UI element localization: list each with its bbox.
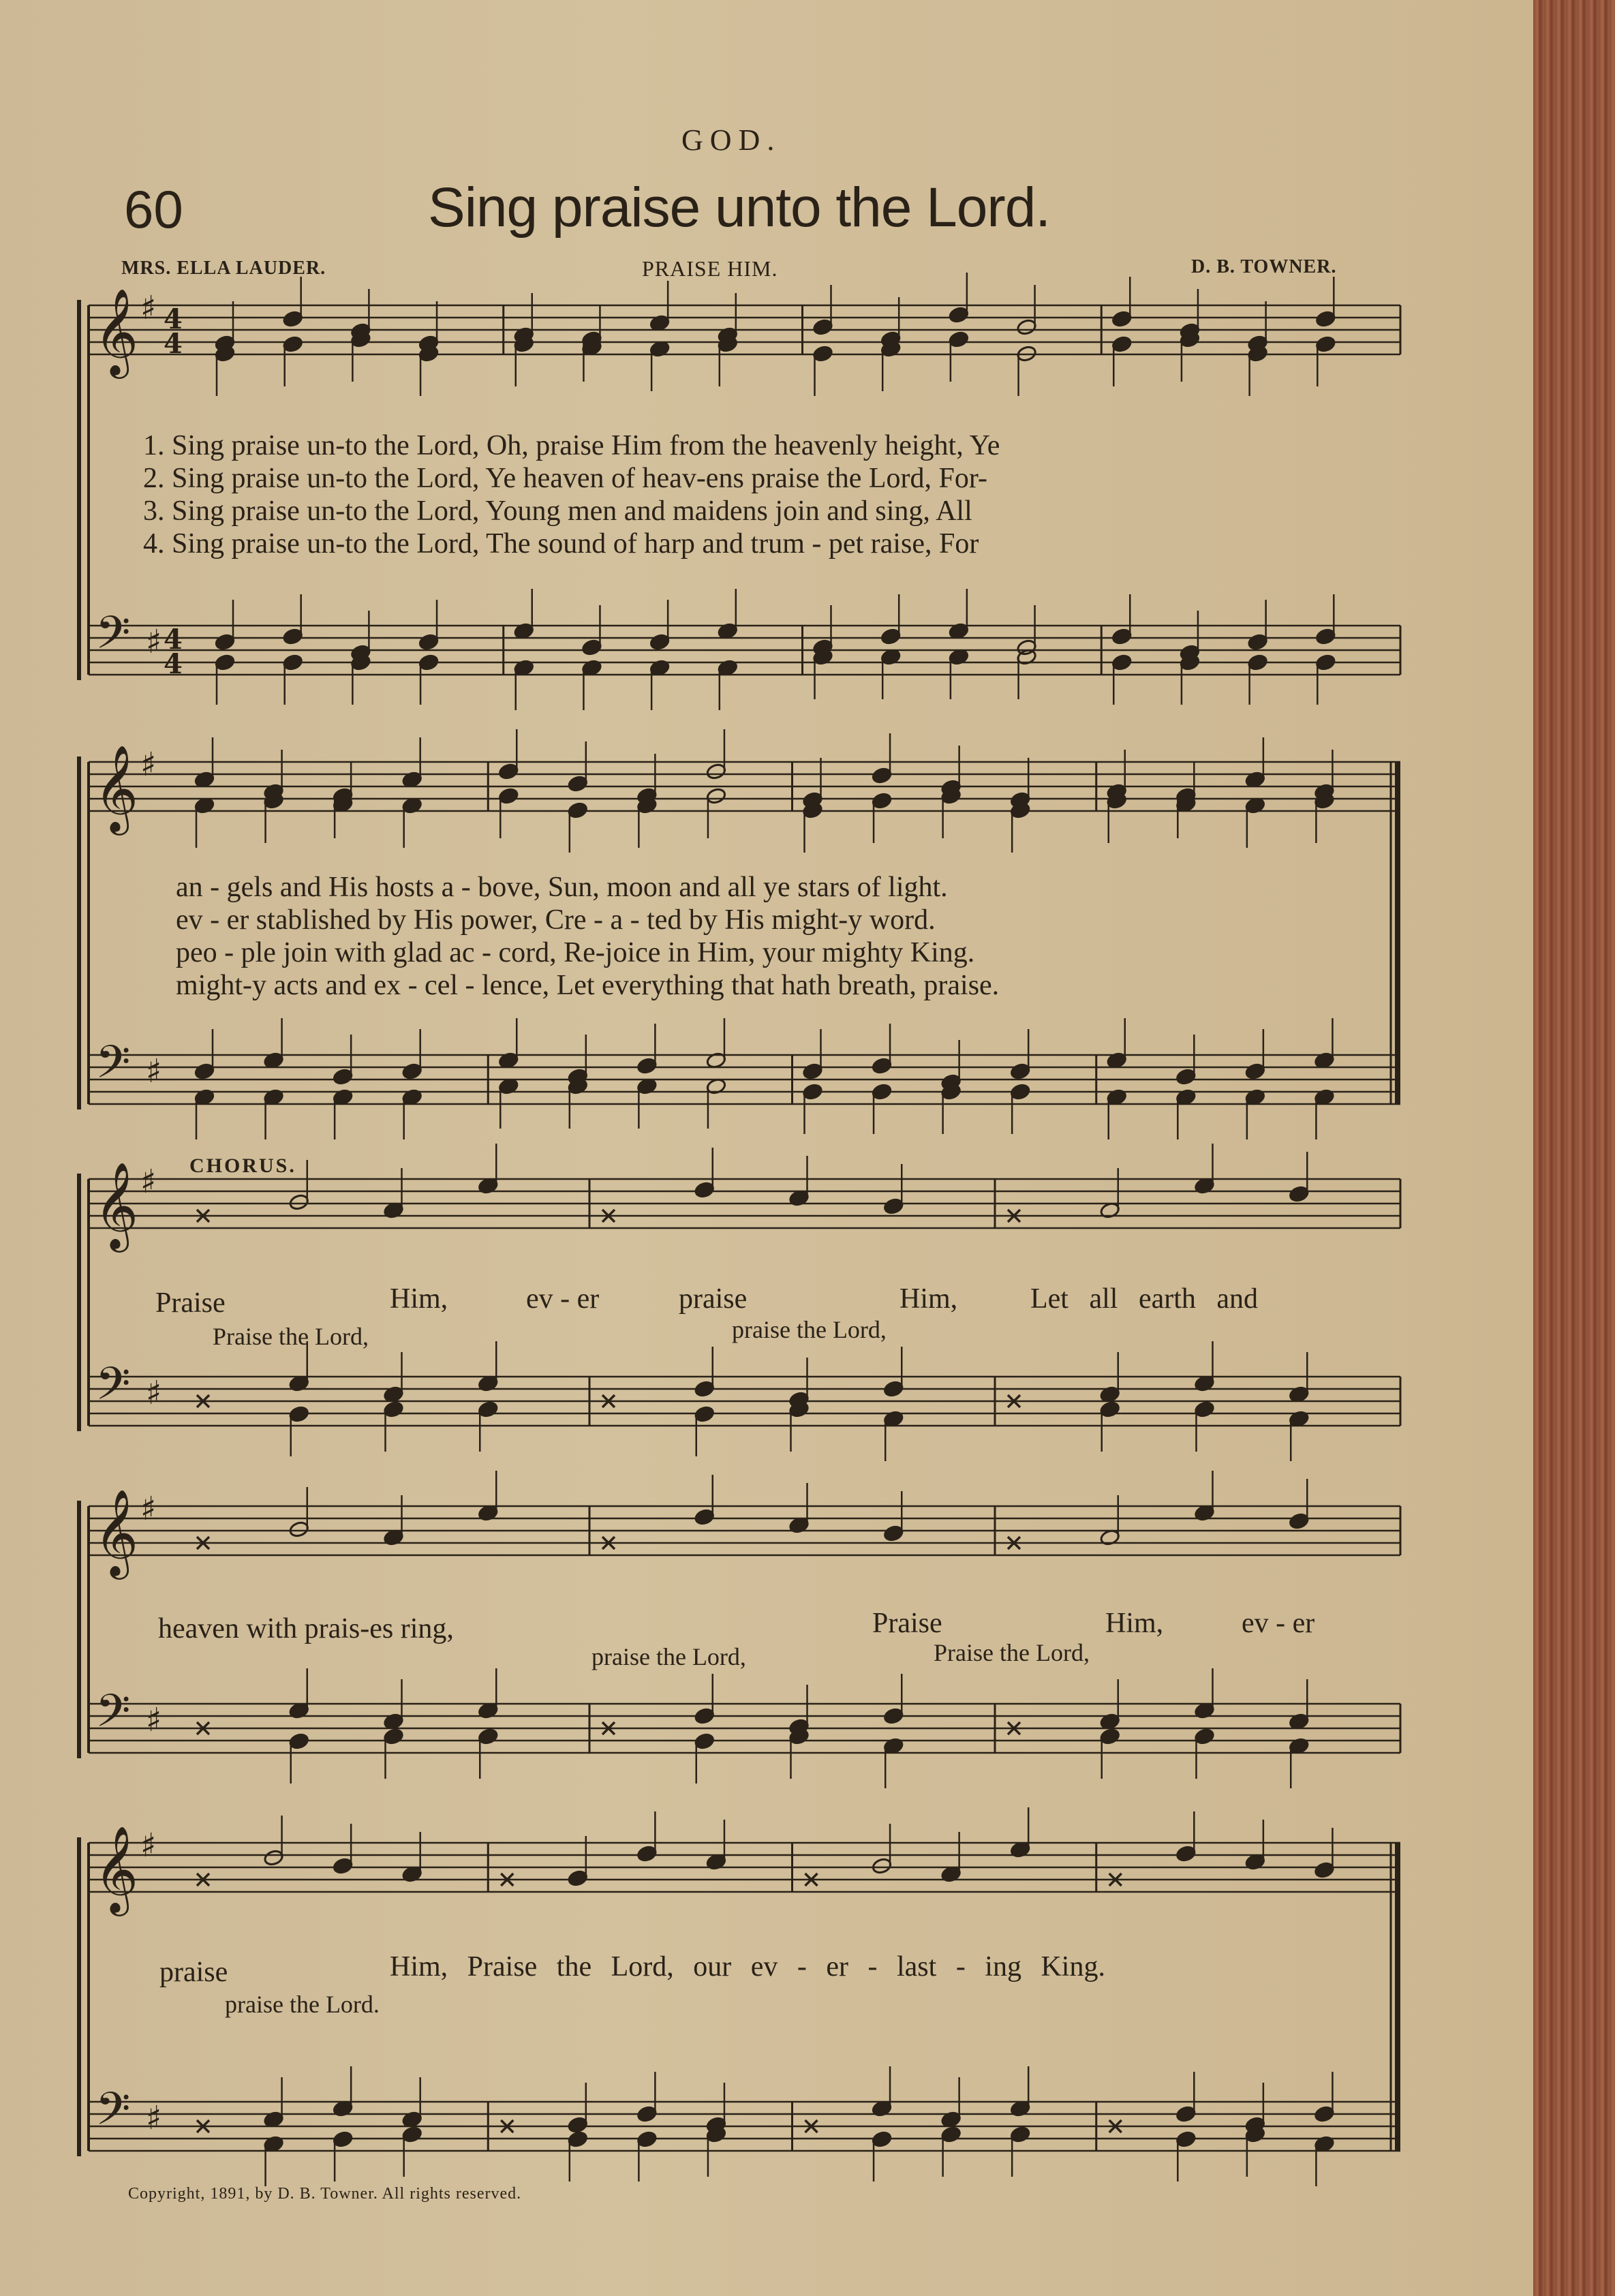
section-heading: GOD.	[681, 123, 782, 157]
quarter-note	[880, 628, 902, 645]
half-note	[263, 1849, 284, 1867]
quarter-note	[694, 1181, 715, 1199]
quarter-note	[636, 2105, 658, 2123]
verse-1-line-1: 1. Sing praise un-to the Lord, Oh, praise Him from the heavenly height, Ye	[143, 430, 1000, 461]
time-signature-top: 4	[164, 624, 183, 656]
quarter-note	[401, 1062, 422, 1080]
chorus-lyric: Him,	[1105, 1608, 1164, 1639]
quarter-note	[812, 318, 833, 336]
key-signature-sharp: ♯	[140, 1490, 157, 1528]
quarter-note	[802, 1083, 823, 1101]
key-signature-sharp: ♯	[146, 623, 162, 661]
quarter-note	[568, 2130, 589, 2148]
hymn-number: 60	[124, 179, 183, 239]
chorus-lyric: Let all earth and	[1030, 1283, 1259, 1315]
quarter-note	[1315, 628, 1336, 645]
quarter-note	[636, 1845, 658, 1863]
key-signature-sharp: ♯	[140, 746, 157, 784]
treble-clef: 𝄞	[94, 1488, 139, 1576]
quarter-note	[883, 1197, 904, 1215]
chorus-echo-lyric: praise the Lord.	[225, 1991, 380, 2018]
quarter-note	[1175, 1068, 1197, 1086]
chorus-echo-lyric: Praise the Lord,	[213, 1323, 369, 1350]
quarter-note	[883, 1380, 904, 1398]
quarter-note	[1175, 2130, 1197, 2148]
quarter-note	[418, 654, 440, 671]
tune-name: PRAISE HIM.	[642, 256, 778, 281]
quarter-note	[498, 787, 519, 805]
verse-4-line-2: might-y acts and ex - cel - lence, Let everything that hath breath, praise.	[176, 970, 1000, 1001]
quarter-note	[1010, 2126, 1031, 2143]
quarter-note	[802, 1062, 823, 1080]
quarter-note	[1175, 1845, 1197, 1863]
quarter-note	[282, 335, 303, 353]
bass-clef: 𝄢	[95, 607, 131, 670]
quarter-note	[1010, 1062, 1031, 1080]
composer-credit: D. B. TOWNER.	[1191, 256, 1337, 277]
chorus-lyric: ev - er	[526, 1283, 600, 1315]
verse-2-line-2: ev - er stablished by His power, Cre - a - ted by His might-y word.	[176, 904, 936, 936]
chorus-lyric: Praise	[872, 1608, 942, 1639]
bass-clef: 𝄢	[95, 1685, 131, 1748]
chorus-lyric: Him,	[899, 1283, 958, 1315]
quarter-note	[694, 1380, 715, 1398]
chorus-lyric: Him,	[390, 1283, 448, 1315]
quarter-note	[872, 792, 893, 810]
quarter-note	[215, 654, 236, 671]
verse-3-line-1: 3. Sing praise un-to the Lord, Young men and maidens join and sing, All	[143, 495, 972, 527]
quarter-note	[418, 633, 440, 651]
quarter-note	[194, 1062, 215, 1080]
key-signature-sharp: ♯	[140, 1163, 157, 1201]
treble-clef: 𝄞	[94, 1825, 139, 1912]
quarter-note	[1289, 1185, 1310, 1203]
time-signature-bottom: 4	[164, 328, 183, 360]
quarter-note	[383, 1728, 404, 1745]
quarter-note	[1247, 654, 1268, 671]
chorus-label: CHORUS.	[189, 1154, 296, 1177]
quarter-note	[694, 1707, 715, 1725]
quarter-note	[333, 1068, 354, 1086]
quarter-note	[872, 1083, 893, 1101]
quarter-note	[215, 633, 236, 651]
quarter-note	[401, 2126, 422, 2143]
chorus-lyric: Praise	[155, 1287, 226, 1319]
chorus-echo-lyric: praise the Lord,	[732, 1316, 887, 1343]
verse-3-line-2: peo - ple join with glad ac - cord, Re-joice in Him, your mighty King.	[176, 937, 975, 968]
quarter-note	[694, 1732, 715, 1750]
chorus-echo-lyric: Praise the Lord,	[934, 1639, 1090, 1666]
quarter-note	[1111, 628, 1133, 645]
verse-1-line-2: an - gels and His hosts a - bove, Sun, moon and all ye stars of light.	[176, 872, 948, 903]
chorus-lyric: praise	[679, 1283, 748, 1315]
bass-clef: 𝄢	[95, 1036, 131, 1099]
quarter-note	[649, 633, 671, 651]
quarter-note	[636, 2130, 658, 2148]
quarter-note	[581, 639, 602, 656]
chorus-lyric: Him, Praise the Lord, our ev - er - last - ing King.	[390, 1951, 1105, 1983]
half-note	[288, 1520, 309, 1538]
half-note	[706, 763, 727, 780]
quarter-note	[568, 801, 589, 819]
quarter-note	[949, 331, 970, 348]
quarter-note	[1111, 335, 1133, 353]
quarter-note	[1194, 1400, 1215, 1418]
quarter-note	[872, 2130, 893, 2148]
quarter-note	[568, 2116, 589, 2134]
chorus-lyric: praise	[159, 1957, 228, 1988]
book-page-edges	[1533, 0, 1615, 2296]
quarter-note	[812, 345, 833, 363]
quarter-note	[333, 1857, 354, 1875]
quarter-note	[883, 1707, 904, 1725]
time-signature-top: 4	[164, 303, 183, 335]
quarter-note	[1099, 1400, 1120, 1418]
half-note	[706, 787, 727, 805]
quarter-note	[478, 1400, 499, 1418]
key-signature-sharp: ♯	[146, 1374, 162, 1412]
quarter-note	[1247, 633, 1268, 651]
key-signature-sharp: ♯	[146, 1052, 162, 1090]
verse-4-line-1: 4. Sing praise un-to the Lord, The sound of harp and trum - pet raise, For	[143, 528, 979, 560]
copyright-notice: Copyright, 1891, by D. B. Towner. All rights reserved.	[128, 2185, 522, 2203]
quarter-note	[872, 767, 893, 784]
quarter-note	[1111, 654, 1133, 671]
quarter-note	[1314, 2105, 1335, 2123]
quarter-note	[288, 1405, 309, 1423]
quarter-note	[883, 1525, 904, 1542]
quarter-note	[940, 2126, 962, 2143]
quarter-note	[1289, 1512, 1310, 1530]
quarter-note	[694, 1405, 715, 1423]
quarter-note	[282, 310, 303, 328]
quarter-note	[1315, 654, 1336, 671]
quarter-note	[1010, 1083, 1031, 1101]
verse-2-line-1: 2. Sing praise un-to the Lord, Ye heaven of heav-ens praise the Lord, For-	[143, 463, 988, 494]
quarter-note	[568, 1869, 589, 1887]
quarter-note	[1099, 1728, 1120, 1745]
quarter-note	[568, 775, 589, 793]
quarter-note	[949, 306, 970, 324]
quarter-note	[872, 1057, 893, 1075]
quarter-note	[288, 1732, 309, 1750]
quarter-note	[333, 2130, 354, 2148]
bass-clef: 𝄢	[95, 1358, 131, 1421]
quarter-note	[1175, 2105, 1197, 2123]
quarter-note	[694, 1508, 715, 1526]
quarter-note	[1111, 310, 1133, 328]
chorus-echo-lyric: praise the Lord,	[591, 1643, 746, 1670]
treble-clef: 𝄞	[94, 1161, 139, 1249]
chorus-lyric: heaven with prais-es ring,	[158, 1613, 454, 1644]
bass-clef: 𝄢	[95, 2083, 131, 2146]
lyricist-credit: MRS. ELLA LAUDER.	[121, 258, 326, 279]
quarter-note	[383, 1400, 404, 1418]
time-signature-bottom: 4	[164, 648, 183, 680]
half-note	[872, 1857, 893, 1875]
hymn-title: Sing praise unto the Lord.	[428, 177, 1051, 239]
half-note	[1016, 318, 1037, 336]
quarter-note	[478, 1728, 499, 1745]
quarter-note	[636, 1057, 658, 1075]
quarter-note	[1245, 1062, 1266, 1080]
chorus-lyric: ev - er	[1242, 1608, 1315, 1639]
key-signature-sharp: ♯	[140, 1826, 157, 1865]
quarter-note	[282, 654, 303, 671]
key-signature-sharp: ♯	[140, 289, 157, 327]
half-note	[288, 1193, 309, 1211]
quarter-note	[1315, 335, 1336, 353]
key-signature-sharp: ♯	[146, 1701, 162, 1739]
quarter-note	[282, 628, 303, 645]
quarter-note	[1194, 1728, 1215, 1745]
quarter-note	[498, 763, 519, 780]
treble-clef: 𝄞	[94, 744, 139, 831]
key-signature-sharp: ♯	[146, 2099, 162, 2137]
quarter-note	[1315, 310, 1336, 328]
quarter-note	[1314, 1861, 1335, 1879]
treble-clef: 𝄞	[94, 288, 139, 375]
